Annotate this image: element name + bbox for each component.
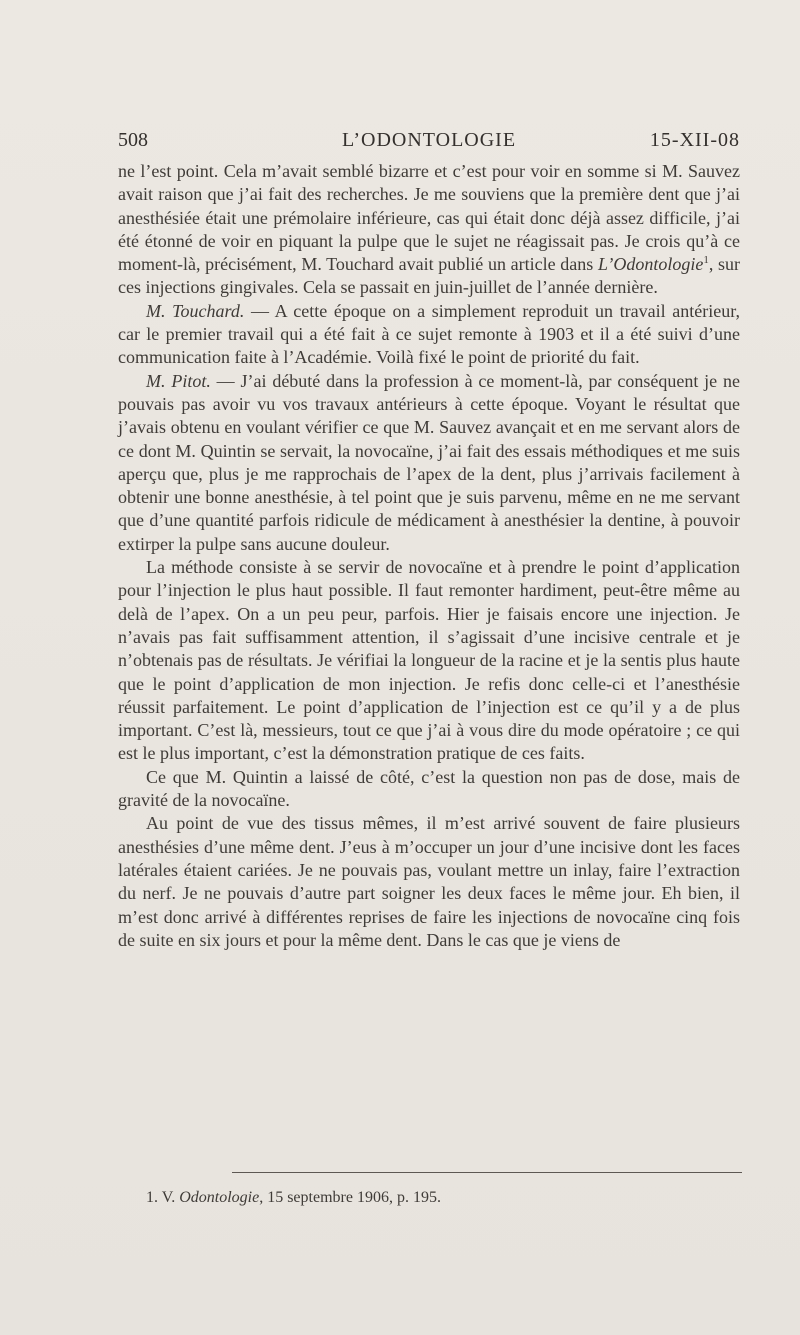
page-number: 508 — [118, 129, 148, 151]
paragraph-4 — [118, 556, 740, 766]
paragraph-3-text: — J’ai débuté dans la profession à ce moment-là, par conséquent je ne pouvais pas avoir vu vos travaux antérieurs à cette époque. Voyant le résultat que j’avais obtenu en voulant vérifier ce que M. Sauvez avançait et en me servant alors de ce dont M. Quintin se servait, la novocaïne, j’ai fait des essais méthodiques et me suis aperçu que, plus je me rapprochais de l’apex de la dent, plus j’arrivais facilement à obtenir une bonne anesthésie, à tel point que je suis parvenu, même en ne me servant que d’une quantité parfois ridicule de médicament à anesthésier la dentine, à pouvoir extirper la pulpe sans aucune douleur. — [118, 370, 740, 554]
paragraph-1-text: ne l’est point. Cela m’avait semblé bizarre et c’est pour voir en somme si M. Sauvez avait raison que j’ai fait des recherches. Je me souviens que la première dent que j’ai anesthésiée était une prémolaire inférieure, cas qui était donc déjà assez difficile, j’ai été étonné de voir en piquant la pulpe que le sujet ne réagissait pas. Je crois qu’à ce moment-là, précisément, M. Touchard avait publié un article dans — [118, 161, 740, 275]
paragraph-5-text: Ce que M. Quintin a laissé de côté, c’est la question non pas de dose, mais de gravité de la novocaïne. — [118, 766, 740, 811]
footnote — [146, 1188, 740, 1208]
running-header — [118, 126, 740, 154]
footnote-text: , 15 septembre 1906, p. 195. — [259, 1189, 441, 1206]
issue-date: 15-XII-08 — [649, 129, 740, 151]
paragraph-4-text: La méthode consiste à se servir de novocaïne et à prendre le point d’application pour l’injection le plus haut possible. Il faut remonter hardiment, peut-être même au delà de l’apex. On a un peu peur, parfois. Hier je faisais encore une injection. Je n’avais pas fait suffisamment attention, il s’agissait d’une incisive centrale et je n’obtenais pas de résultats. Je vérifiai la longueur de la racine et je la sentis plus haute que le point d’application de mon injection. Je refis donc celle-ci et l’anesthésie réussit parfaitement. Le point d’application de l’injection est ce qu’il y a de plus important. C’est là, messieurs, tout ce que j’ai à vous dire du mode opératoire ; ce qui est le plus important, c’est la démonstration pratique de ces faits. — [118, 557, 740, 764]
paragraph-1-end: , sur ces injections gingivales. Cela se passait en juin-juillet de l’année dernière. — [118, 254, 741, 298]
paragraph-6 — [118, 812, 740, 952]
body-text — [118, 160, 740, 952]
paragraph-1 — [118, 160, 740, 300]
journal-title: L’ODONTOLOGIE — [341, 129, 517, 151]
paragraph-2 — [118, 300, 740, 370]
paragraph-6-text: Au point de vue des tissus mêmes, il m’est arrivé souvent de faire plusieurs anesthésies d’une même dent. J’eus à m’occuper un jour d’une incisive dont les faces latérales étaient cariées. Je ne pouvais pas, voulant mettre un inlay, faire l’extraction du nerf. Je ne pouvais d’autre part soigner les deux faces le même jour. Eh bien, il m’est donc arrivé à différentes reprises de faire les injections de novocaïne cinq fois de suite en six jours et pour la même dent. Dans le cas que je viens de — [118, 813, 740, 950]
speaker-pitot: M. Pitot. — [146, 370, 211, 391]
footnote-journal: Odontologie — [179, 1189, 260, 1206]
footnote-marker: 1. V. — [146, 1189, 180, 1206]
paragraph-2-text: — A cette époque on a simplement reproduit un travail antérieur, car le premier travail qui a été fait à ce sujet remonte à 1903 et il a été suivi d’une communication faite à l’Académie. Voilà fixé le point de priorité du fait. — [118, 300, 740, 368]
speaker-touchard: M. Touchard. — [146, 300, 245, 321]
journal-reference: L’Odontologie — [597, 254, 704, 275]
footnote-reference: 1 — [703, 254, 709, 267]
paragraph-3 — [118, 370, 740, 556]
paragraph-5 — [118, 766, 740, 813]
footnote-rule — [232, 1172, 742, 1173]
